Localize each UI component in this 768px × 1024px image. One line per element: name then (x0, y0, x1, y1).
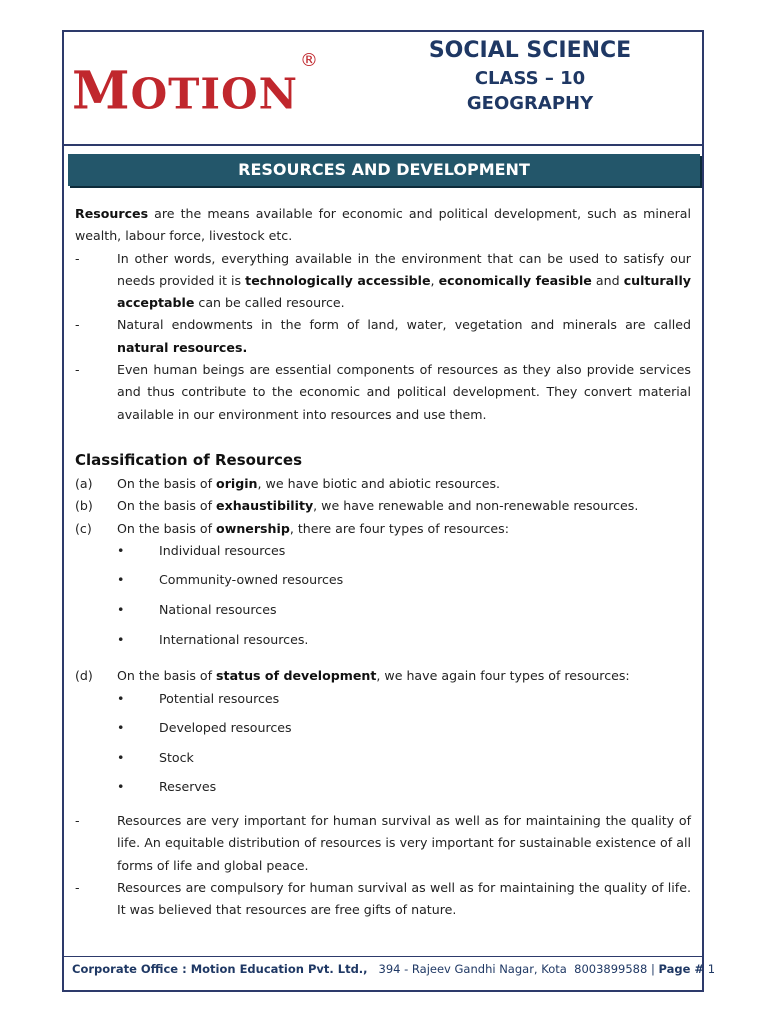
bullet-text: International resources. (159, 631, 309, 647)
text-run: Natural endowments in the form of land, water, vegetation and minerals are called (117, 317, 691, 333)
bullet-text: Community-owned resources (159, 572, 344, 588)
text-run: In other words, everything available in the environment that can be used to satisfy our needs provided it is (117, 250, 691, 288)
bold-term: economically feasible (438, 272, 592, 288)
text-run: , there are four types of resources: (289, 520, 509, 536)
header-titles (400, 36, 660, 116)
bold-term: status of development (216, 668, 377, 684)
classification-item (75, 495, 691, 517)
bullet-item (117, 747, 691, 777)
closing-point-text: Resources are very important for human survival as well as for maintaining the quality of life. An equitable distribution of resources is very important for sustainable existence of all forms of life and global peace. (117, 812, 691, 873)
item-marker: (b) (75, 498, 93, 514)
footer-phone: 8003899588 (574, 962, 648, 976)
chapter-banner: RESOURCES AND DEVELOPMENT (68, 154, 700, 186)
classification-list (75, 473, 691, 806)
bullet-icon: • (117, 779, 125, 795)
closing-point-text: Resources are compulsory for human survival as well as for maintaining the quality of life. It was believed that resources are free gifts of nature. (117, 879, 691, 918)
text-run: and (591, 272, 624, 288)
item-marker: (d) (75, 668, 93, 684)
footer-office: Corporate Office : Motion Education Pvt. Ltd., (72, 962, 368, 976)
bullet-icon: • (117, 631, 125, 647)
item-marker: (a) (75, 475, 93, 491)
text-run: Even human beings are essential components of resources as they also provide services and thus contribute to the economic and political development. They convert material available in our environment into resources and use them. (117, 362, 691, 422)
bold-term: origin (216, 475, 258, 491)
text-run: can be called resource. (194, 295, 345, 311)
bold-term: ownership (216, 520, 290, 536)
footer (72, 962, 715, 976)
text-run: On the basis of (117, 668, 217, 684)
dash-point (75, 314, 691, 359)
bullet-item (117, 688, 691, 718)
footer-separator: | (650, 962, 655, 976)
bullet-icon: • (117, 572, 125, 588)
bullet-icon: • (117, 602, 125, 618)
footer-page-label: Page # (658, 962, 705, 976)
text-run: , we have biotic and abiotic resources. (257, 475, 501, 491)
classification-item (75, 473, 691, 495)
closing-point (75, 810, 691, 877)
footer-address: 394 - Rajeev Gandhi Nagar, Kota (378, 962, 567, 976)
item-text (117, 473, 500, 495)
bullet-item (117, 569, 691, 599)
item-marker: (c) (75, 520, 92, 536)
bullet-text: Developed resources (159, 720, 292, 736)
dash-marker: - (75, 879, 80, 895)
bullet-icon: • (117, 749, 125, 765)
dash-point (75, 359, 691, 426)
bullet-text: Stock (159, 749, 194, 765)
closing-points (75, 810, 691, 921)
section-heading: Classification of Resources (75, 450, 302, 469)
dash-marker: - (75, 362, 80, 378)
dash-point (75, 248, 691, 315)
header-divider (64, 144, 702, 146)
dash-marker: - (75, 812, 80, 828)
text-run: , we have renewable and non-renewable resources. (313, 498, 639, 514)
item-text (117, 495, 638, 517)
bullet-icon: • (117, 720, 125, 736)
footer-divider (64, 956, 702, 957)
bullet-item (117, 776, 691, 806)
dash-points (75, 248, 691, 426)
text-run: On the basis of (117, 475, 217, 491)
bold-term: culturally acceptable (117, 272, 691, 311)
bullet-text: Individual resources (159, 542, 286, 558)
bullet-item (117, 540, 691, 570)
classification-item (75, 518, 691, 540)
item-text (117, 665, 630, 687)
dash-point-text (117, 314, 691, 359)
intro-paragraph: Resources are the means available for economic and political development, such as mineral wealth, labour force, livestock etc. (75, 206, 691, 244)
bold-term: exhaustibility (216, 498, 314, 514)
topic-title: GEOGRAPHY (466, 93, 594, 114)
bullet-text: National resources (159, 602, 277, 618)
class-title: CLASS – 10 (474, 68, 586, 89)
bullet-text: Potential resources (159, 690, 280, 706)
closing-point (75, 877, 691, 922)
bold-term: natural resources. (117, 339, 248, 355)
dash-point-text (117, 359, 691, 426)
bullet-item (117, 717, 691, 747)
text-run: , (430, 272, 439, 288)
motion-logo: MOTION® (72, 50, 320, 122)
bold-term: technologically accessible (245, 272, 431, 288)
classification-item (75, 665, 691, 687)
text-run: , we have again four types of resources: (376, 668, 630, 684)
text-run: On the basis of (117, 498, 217, 514)
bullet-item (117, 629, 691, 659)
dash-point-text (117, 248, 691, 315)
footer-page-number: 1 (707, 962, 716, 976)
bullet-icon: • (117, 542, 125, 558)
dash-marker: - (75, 250, 80, 266)
page-content (75, 203, 691, 921)
item-text (117, 518, 509, 540)
bullet-icon: • (117, 690, 125, 706)
bullet-text: Reserves (159, 779, 217, 795)
subject-title: SOCIAL SCIENCE (428, 38, 632, 63)
dash-marker: - (75, 317, 80, 333)
text-run: On the basis of (117, 520, 217, 536)
bullet-item (117, 599, 691, 629)
